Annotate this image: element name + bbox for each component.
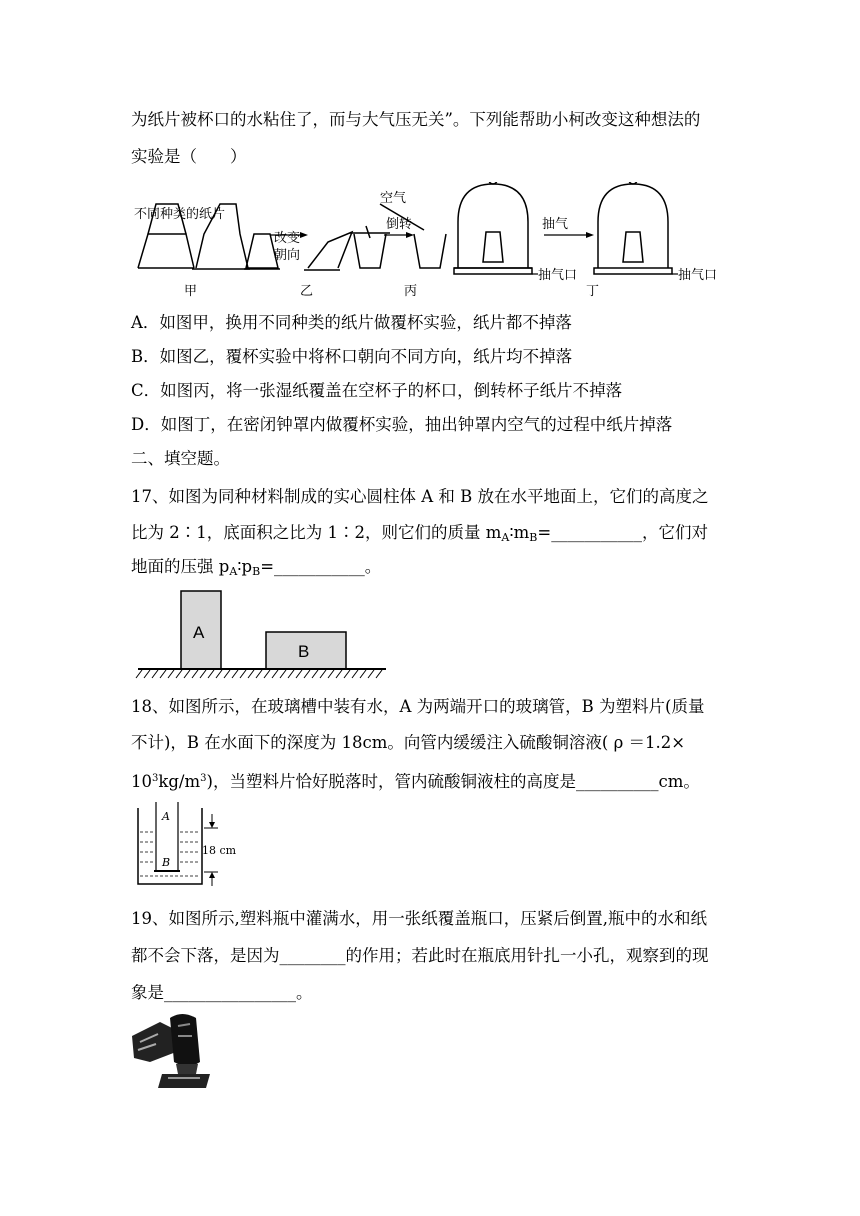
caption-yi: 乙: [300, 284, 314, 299]
q17-line-3: 地面的压强 $p_A∶p_B=\_\_\_\_\_\_\_\_\_\_\_$。: [131, 557, 382, 578]
label-papers: 不同种类的纸片: [134, 207, 226, 222]
option-b: B．如图乙，覆杯实验中将杯口朝向不同方向，纸片均不掉落: [131, 347, 573, 366]
q17-line-2: 比为 2∶1，底面积之比为 1∶2，则它们的质量 $m_A∶m_B=\_\_\_\_\_\_\_\_\_\_\_$，它们对: [131, 523, 708, 544]
intro-line-2: 实验是（ ）: [131, 147, 247, 166]
depth-label: 18 cm: [202, 844, 237, 857]
q19-line-2: 都不会下落，是因为________的作用；若此时在瓶底用针扎一小孔，观察到的现: [131, 946, 709, 965]
caption-bing: 丙: [404, 284, 418, 299]
option-d: D．如图丁，在密闭钟罩内做覆杯实验，抽出钟罩内空气的过程中纸片掉落: [131, 415, 673, 434]
caption-ding: 丁: [586, 284, 600, 299]
tube-a-label: A: [162, 810, 170, 823]
inverted-bottle-photo: [130, 1012, 210, 1092]
label-outlet-1: 抽气口: [538, 268, 578, 283]
q17-line-1: 17、如图为同种材料制成的实心圆柱体 A 和 B 放在水平地面上，它们的高度之: [131, 487, 709, 506]
cylinder-a-label: A: [193, 623, 205, 642]
option-a: A．如图甲，换用不同种类的纸片做覆杯实验，纸片都不掉落: [131, 313, 572, 332]
plate-b-label: B: [162, 856, 171, 869]
q18-line-1: 18、如图所示，在玻璃槽中装有水，A 为两端开口的玻璃管，B 为塑料片(质量: [131, 697, 705, 716]
label-change: 改变: [274, 231, 301, 246]
glass-tank-figure: [134, 800, 244, 890]
label-invert: 倒转: [386, 217, 413, 232]
intro-line-1: 为纸片被杯口的水粘住了，而与大气压无关”。下列能帮助小柯改变这种想法的: [131, 110, 701, 129]
label-outlet-2: 抽气口: [678, 268, 718, 283]
q19-line-3: 象是________________。: [131, 983, 313, 1002]
label-pump: 抽气: [542, 217, 569, 232]
caption-jia: 甲: [184, 284, 198, 299]
cylinders-figure: [134, 588, 390, 682]
cylinder-b-label: B: [298, 642, 310, 661]
section-2-heading: 二、填空题。: [131, 449, 230, 468]
option-c: C．如图丙，将一张湿纸覆盖在空杯子的杯口，倒转杯子纸片不掉落: [131, 381, 623, 400]
q19-line-1: 19、如图所示,塑料瓶中灌满水，用一张纸覆盖瓶口，压紧后倒置,瓶中的水和纸: [131, 909, 707, 928]
label-air: 空气: [380, 191, 407, 206]
cup-experiment-figure: [128, 182, 728, 300]
label-direction: 朝向: [274, 248, 301, 263]
q18-line-2: 不计)，B 在水面下的深度为 18cm。向管内缓缓注入硫酸铜溶液( ρ ＝1.2×: [131, 733, 686, 752]
q18-line-3: $10^3kg/m^3$)，当塑料片恰好脱落时，管内硫酸铜液柱的高度是__________cm。: [131, 772, 700, 791]
